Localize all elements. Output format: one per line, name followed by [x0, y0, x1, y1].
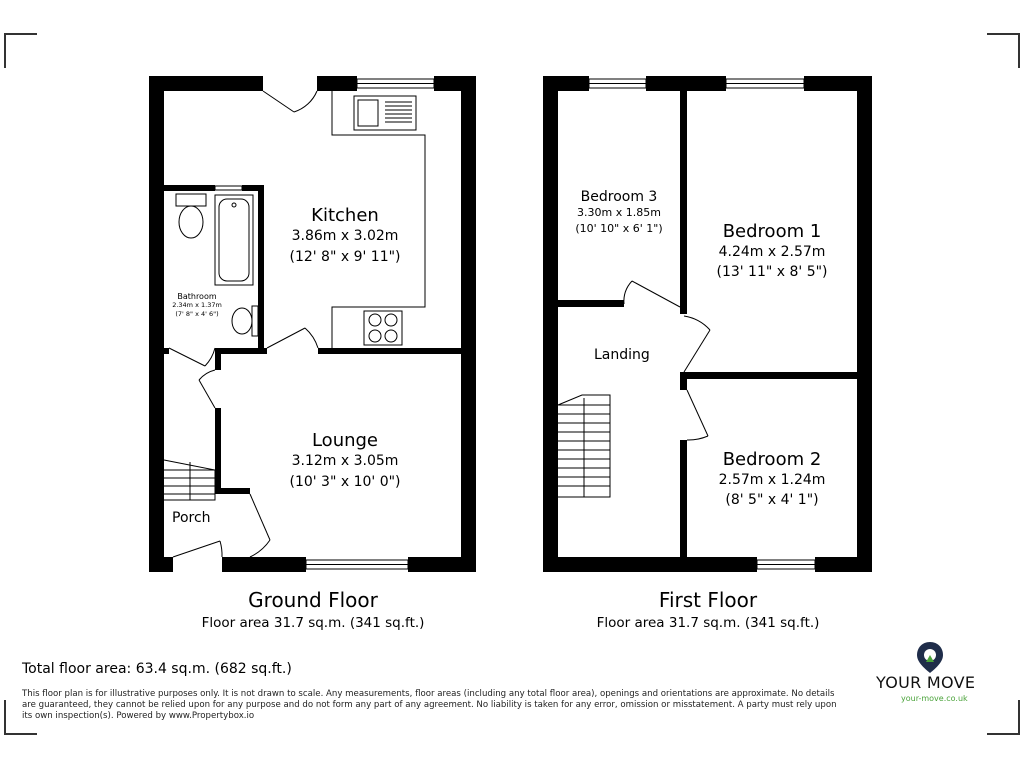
room-label-bedroom2 — [697, 450, 847, 510]
first-floor-title: First Floor — [658, 588, 758, 612]
lounge-metric: 3.12m x 3.05m — [291, 453, 399, 469]
bedroom3-imperial: (10' 10" x 6' 1") — [575, 222, 663, 235]
bedroom2-metric: 2.57m x 1.24m — [718, 472, 826, 488]
room-label-kitchen — [270, 205, 420, 268]
bathroom-metric: 2.34m x 1.37m — [172, 301, 222, 309]
room-label-lounge — [270, 430, 420, 493]
disclaimer-text: This floor plan is for illustrative purposes only. It is not drawn to scale. Any measurements, floor areas (including any total floor area), openings and orientations are approximate. No details are guaranteed, they cannot be relied upon for any purpose and do not form any part of any agreement. No liability is taken for any error, omission or misstatement. A party must rely upon its own inspection(s). Powered by www.Propertybox.io — [22, 689, 837, 722]
lounge-name: Lounge — [311, 430, 379, 451]
pin-icon — [914, 640, 946, 674]
bedroom1-name: Bedroom 1 — [722, 221, 822, 242]
bathroom-name: Bathroom — [177, 292, 217, 301]
bedroom3-metric: 3.30m x 1.85m — [577, 206, 661, 219]
brand-url: your-move.co.uk — [901, 694, 968, 703]
kitchen-metric: 3.86m x 3.02m — [291, 228, 399, 244]
first-floor-area: Floor area 31.7 sq.m. (341 sq.ft.) — [596, 615, 820, 631]
kitchen-imperial: (12' 8" x 9' 11") — [289, 249, 401, 265]
bathroom-imperial: (7' 8" x 4' 6") — [175, 310, 219, 318]
total-floor-area: Total floor area: 63.4 sq.m. (682 sq.ft.) — [22, 661, 292, 677]
bedroom3-name: Bedroom 3 — [580, 189, 658, 205]
bedroom2-name: Bedroom 2 — [722, 449, 822, 470]
room-label-bathroom — [167, 292, 227, 319]
room-label-bedroom3 — [560, 189, 678, 237]
ground-floor-title: Ground Floor — [248, 588, 378, 612]
bedroom2-imperial: (8' 5" x 4' 1") — [725, 492, 819, 508]
ground-floor-area: Floor area 31.7 sq.m. (341 sq.ft.) — [201, 615, 425, 631]
kitchen-name: Kitchen — [311, 205, 379, 226]
brand-name: YOUR MOVE — [876, 673, 976, 692]
room-label-porch: Porch — [172, 510, 211, 526]
bedroom1-metric: 4.24m x 2.57m — [718, 244, 826, 260]
lounge-imperial: (10' 3" x 10' 0") — [289, 474, 401, 490]
room-label-bedroom1 — [697, 222, 847, 282]
room-label-landing: Landing — [594, 347, 650, 363]
bedroom1-imperial: (13' 11" x 8' 5") — [716, 264, 828, 280]
